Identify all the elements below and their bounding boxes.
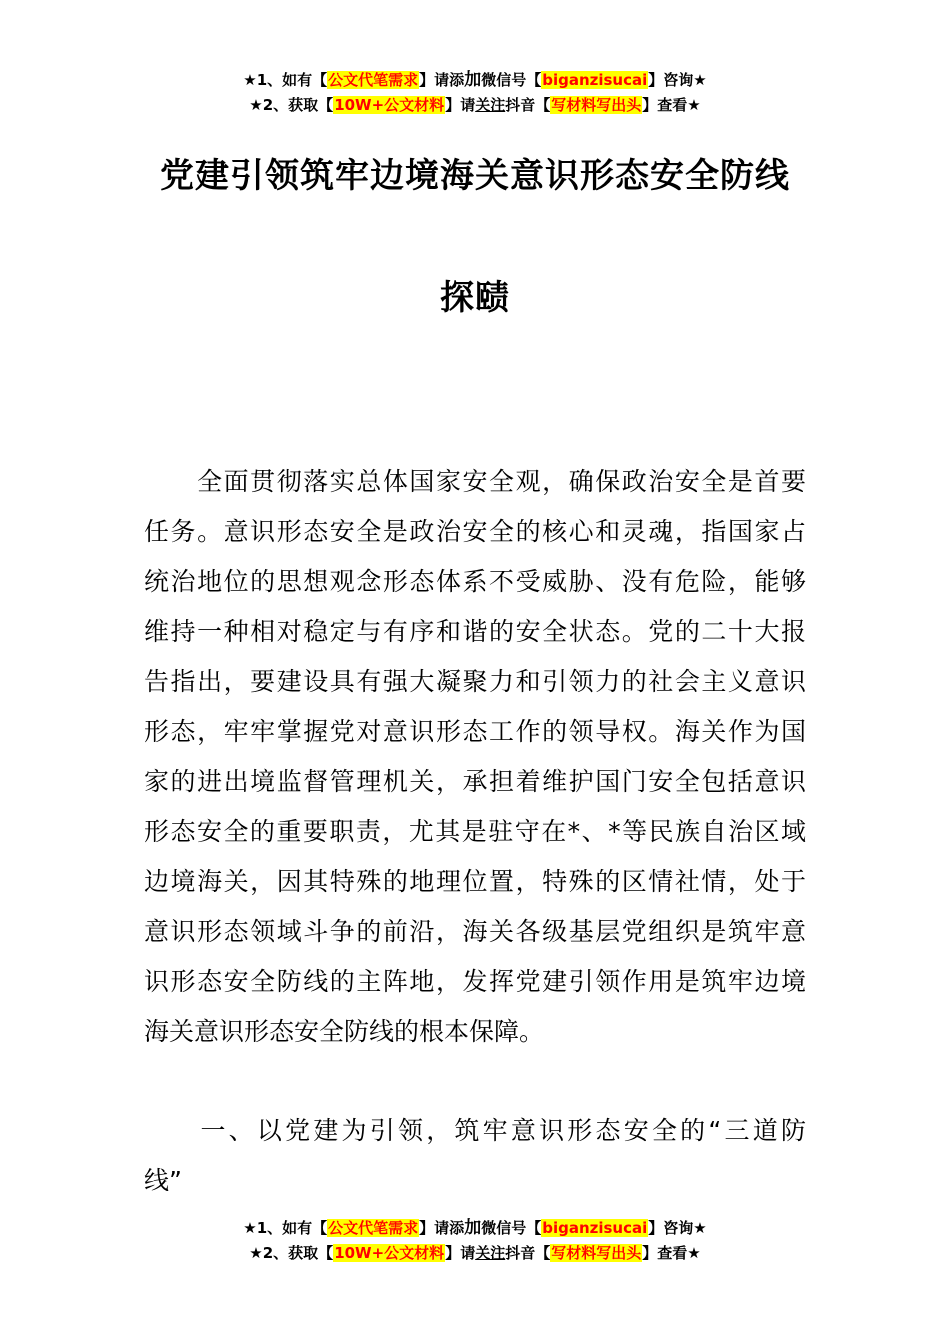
banner-line-1 [0, 68, 950, 93]
paragraph-line: 识形态安全防线的主阵地，发挥党建引领作用是筑牢边境 [144, 967, 806, 996]
banner-text: 】请添 [419, 1219, 465, 1237]
paragraph-line: 意识形态领域斗争的前沿，海关各级基层党组织是筑牢意 [144, 917, 806, 946]
highlight-douyin: 写材料写出头 [551, 96, 642, 114]
document-title: 党建引领筑牢边境海关意识形态安全防线 [160, 156, 790, 196]
highlight-douyin: 写材料写出头 [551, 1244, 642, 1262]
banner-text: 抖音【 [505, 1244, 551, 1262]
banner-text: 微信号【 [481, 71, 542, 89]
section-heading [144, 1106, 806, 1206]
highlight-wechat-id: biganzisucai [542, 1219, 648, 1237]
banner-text: 】查看★ [642, 1244, 701, 1262]
banner-text: ★2、获取【 [249, 96, 334, 114]
paragraph-line: 边境海关，因其特殊的地理位置，特殊的区情社情，处于 [144, 867, 806, 896]
highlight-wechat-id: biganzisucai [542, 71, 648, 89]
paragraph-line: 告指出，要建设具有强大凝聚力和引领力的社会主义意识 [144, 667, 806, 696]
paragraph-line: 海关意识形态安全防线的根本保障。 [144, 1017, 545, 1046]
banner-text: 抖音【 [505, 96, 551, 114]
banner-line-1 [0, 1216, 950, 1241]
intro-paragraph [144, 457, 806, 1057]
paragraph-line: 统治地位的思想观念形态体系不受威胁、没有危险，能够 [144, 567, 806, 596]
paragraph-line: 维持一种相对稳定与有序和谐的安全状态。党的二十大报 [144, 617, 806, 646]
highlight-service: 公文代笔需求 [328, 1219, 419, 1237]
footer-banner [0, 1216, 950, 1266]
paragraph-line: 任务。意识形态安全是政治安全的核心和灵魂，指国家占 [144, 517, 806, 546]
banner-text: 】请添 [419, 71, 465, 89]
banner-text: ★1、如有【 [243, 1219, 328, 1237]
banner-text: 关注 [475, 96, 506, 114]
banner-text: 】咨询★ [648, 71, 707, 89]
highlight-materials: 10W+公文材料 [334, 1244, 445, 1262]
highlight-materials: 10W+公文材料 [334, 96, 445, 114]
banner-text: 微信号【 [481, 1219, 542, 1237]
banner-text: 】请 [445, 1244, 476, 1262]
banner-text: 】查看★ [642, 96, 701, 114]
banner-text: 关注 [475, 1244, 506, 1262]
banner-text: 】咨询★ [648, 1219, 707, 1237]
paragraph-line: 家的进出境监督管理机关，承担着维护国门安全包括意识 [144, 767, 806, 796]
banner-text: 加 [464, 1218, 482, 1238]
highlight-service: 公文代笔需求 [328, 71, 419, 89]
banner-text: ★2、获取【 [249, 1244, 334, 1262]
banner-text: 加 [464, 70, 482, 90]
header-banner [0, 68, 950, 118]
document-title-continued: 探赜 [440, 278, 510, 318]
paragraph-line: 形态，牢牢掌握党对意识形态工作的领导权。海关作为国 [144, 717, 806, 746]
heading-line: 一、以党建为引领，筑牢意识形态安全的“三道防 [144, 1116, 806, 1145]
banner-line-2 [0, 93, 950, 118]
banner-line-2 [0, 1241, 950, 1266]
banner-text: ★1、如有【 [243, 71, 328, 89]
paragraph-line: 形态安全的重要职责，尤其是驻守在*、*等民族自治区域 [144, 817, 806, 846]
heading-line: 线” [144, 1166, 182, 1195]
paragraph-line: 全面贯彻落实总体国家安全观，确保政治安全是首要 [144, 467, 806, 496]
banner-text: 】请 [445, 96, 476, 114]
